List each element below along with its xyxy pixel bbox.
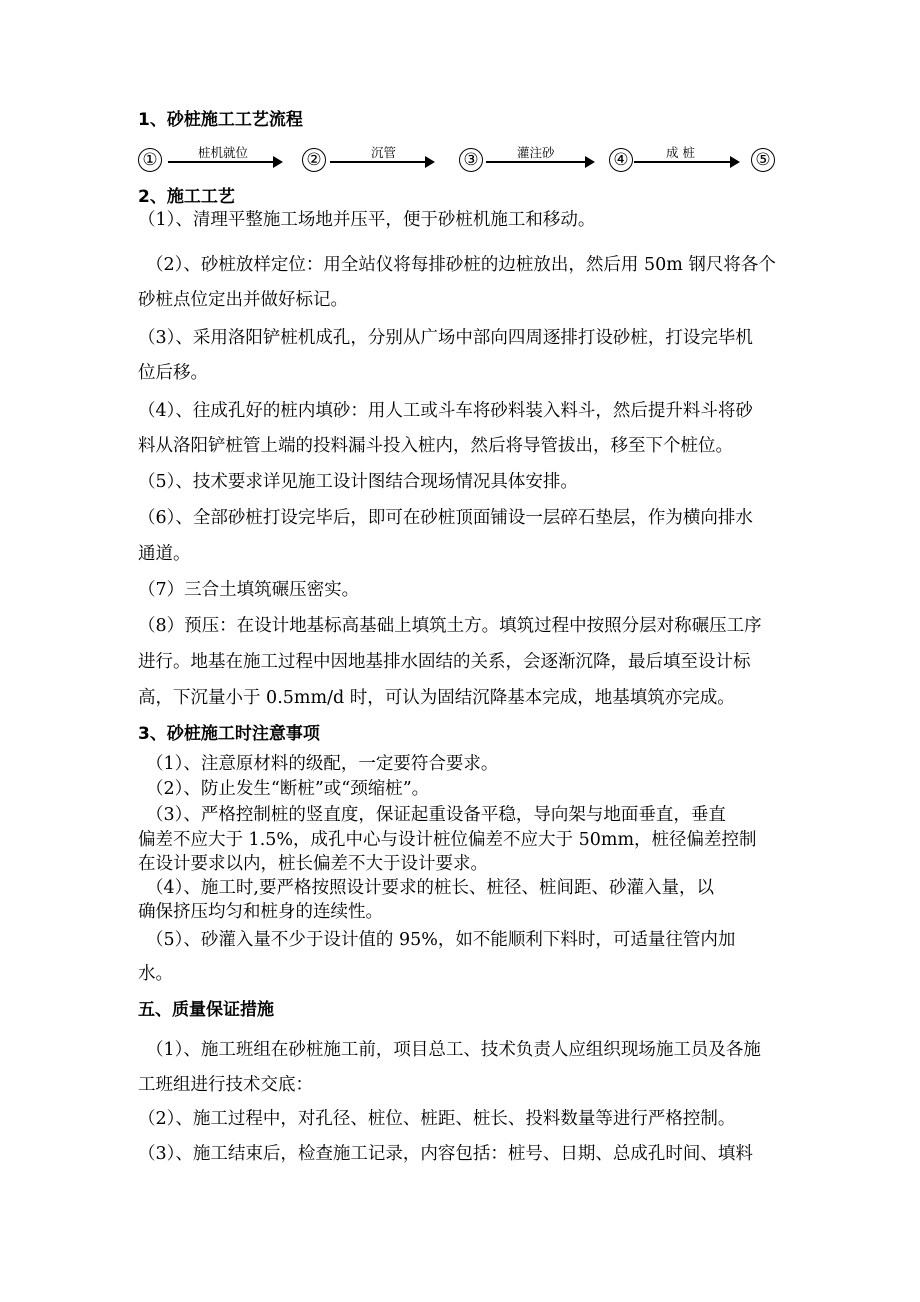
flow-label-3: 灌注砂 [517, 145, 555, 160]
flow-node-3: ③ [459, 148, 483, 172]
section5-line: （1）、施工班组在砂桩施工前，项目总工、技术负责人应组织现场施工员及各施 [146, 1040, 761, 1060]
section3-line: （5）、砂灌入量不少于设计值的 95%，如不能顺利下料时，可适量往管内加 [146, 930, 736, 950]
flow-node-4: ④ [609, 148, 633, 172]
flow-label-4: 成 桩 [666, 145, 695, 160]
section3-line: 偏差不应大于 1.5%，成孔中心与设计桩位偏差不应大于 50mm，桩径偏差控制 [138, 830, 757, 850]
flow-arrow-2 [330, 161, 426, 163]
section2-line: （8）预压：在设计地基标高基础上填筑土方。填筑过程中按照分层对称碾压工序 [138, 616, 762, 636]
section2-line: 位后移。 [138, 363, 208, 383]
section2-line: 进行。地基在施工过程中因地基排水固结的关系，会逐渐沉降，最后填至设计标 [138, 652, 751, 672]
flow-arrow-1 [168, 161, 274, 163]
section2-line: 通道。 [138, 544, 191, 564]
flow-node-5: ⑤ [751, 148, 775, 172]
section3-line: 在设计要求以内，桩长偏差不大于设计要求。 [138, 854, 488, 874]
section1-heading: 1、砂桩施工工艺流程 [138, 110, 303, 130]
flow-arrow-3 [486, 161, 586, 163]
section5-line: 工班组进行技术交底： [138, 1075, 313, 1095]
section3-heading: 3、砂桩施工时注意事项 [138, 724, 320, 744]
section5-line: （2）、施工过程中，对孔径、桩位、桩距、桩长、投料数量等进行严格控制。 [138, 1109, 736, 1129]
section2-line: （4）、往成孔好的桩内填砂：用人工或斗车将砂料装入料斗，然后提升料斗将砂 [138, 401, 753, 421]
section3-line: （3）、严格控制桩的竖直度，保证起重设备平稳，导向架与地面垂直，垂直 [146, 805, 726, 825]
section5-line: （3）、施工结束后，检查施工记录，内容包括：桩号、日期、总成孔时间、填料 [138, 1144, 753, 1164]
section2-heading: 2、施工工艺 [138, 187, 235, 207]
section2-line: 砂桩点位定出并做好标记。 [138, 290, 348, 310]
section3-line: （4）、施工时,要严格按照设计要求的桩长、桩径、桩间距、砂灌入量，以 [146, 878, 714, 898]
section3-line: （1）、注意原材料的级配，一定要符合要求。 [146, 754, 499, 774]
flow-node-1: ① [138, 148, 162, 172]
flow-label-1: 桩机就位 [198, 145, 249, 160]
section5-heading: 五、质量保证措施 [138, 1000, 274, 1020]
section2-line: （1）、清理平整施工场地并压平，便于砂桩机施工和移动。 [138, 210, 596, 230]
flow-node-2: ② [302, 148, 326, 172]
section2-line: 料从洛阳铲桩管上端的投料漏斗投入桩内，然后将导管拔出，移至下个桩位。 [138, 436, 733, 456]
section2-line: （5）、技术要求详见施工设计图结合现场情况具体安排。 [138, 472, 578, 492]
section3-line: 确保挤压均匀和桩身的连续性。 [138, 902, 383, 922]
flow-label-2: 沉管 [371, 145, 397, 160]
section2-line: （7）三合土填筑碾压密实。 [138, 580, 360, 600]
flow-arrow-4 [634, 161, 731, 163]
process-flow-diagram [0, 146, 920, 180]
section3-line: （2）、防止发生“断桩”或“颈缩桩”。 [146, 779, 430, 799]
section2-line: （2）、砂桩放样定位：用全站仪将每排砂桩的边桩放出，然后用 50m 钢尺将各个 [146, 255, 776, 275]
section2-line: （6）、全部砂桩打设完毕后，即可在砂桩顶面铺设一层碎石垫层，作为横向排水 [138, 508, 753, 528]
section3-line: 水。 [138, 964, 173, 984]
section2-line: 高，下沉量小于 0.5mm/d 时，可认为固结沉降基本完成，地基填筑亦完成。 [138, 688, 735, 708]
section2-line: （3）、采用洛阳铲桩机成孔，分别从广场中部向四周逐排打设砂桩，打设完毕机 [138, 328, 753, 348]
